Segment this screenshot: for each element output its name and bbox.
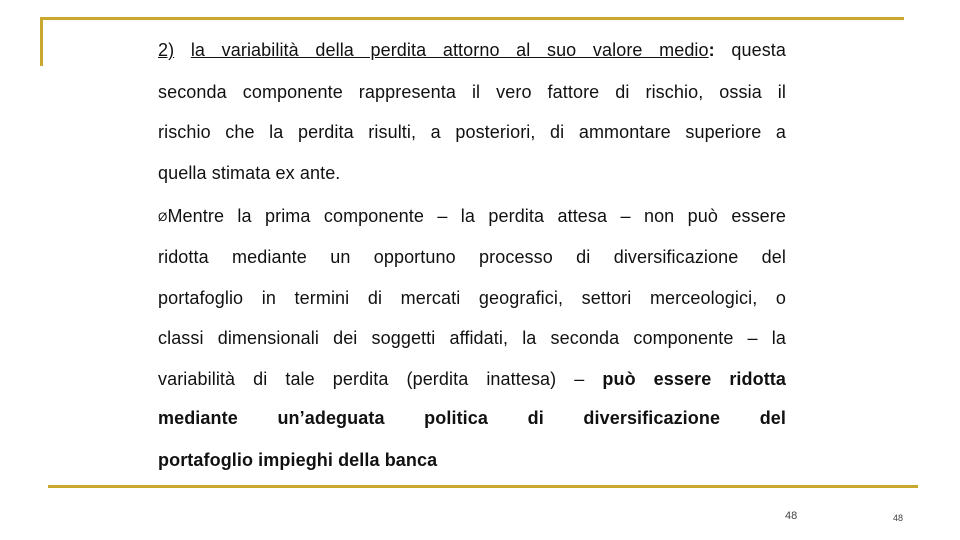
paragraph1-line1 [158,40,786,60]
paragraph2-line5 [158,369,786,389]
paragraph1-line3: rischio che la perdita risulti, a posteriori, di ammontare superiore a [158,122,786,142]
left-rule [40,17,43,66]
item-heading: la variabilità della perdita attorno al suo valore medio [190,40,709,60]
bottom-rule [48,485,918,488]
paragraph2-line1-text: Mentre la prima componente – la perdita attesa – non può essere [167,206,786,226]
paragraph1-line2: seconda componente rappresenta il vero fattore di rischio, ossia il [158,82,786,102]
item-number: 2) [158,40,175,60]
line5-bold: può essere ridotta [602,369,787,389]
paragraph2-line7: portafoglio impieghi della banca [158,450,438,470]
paragraph1-line4: quella stimata ex ante. [158,163,341,183]
line1-rest: questa [714,40,787,60]
paragraph2-line3: portafoglio in termini di mercati geografici, settori merceologici, o [158,288,786,308]
paragraph2-line1 [158,206,786,227]
paragraph2-line6: mediante un’adeguata politica di diversificazione del [158,408,786,428]
top-rule [40,17,904,20]
arrow-bullet-icon: Ø [158,210,168,224]
heading-colon: : [708,40,715,60]
paragraph2-line2: ridotta mediante un opportuno processo di diversificazione del [158,247,786,267]
page-number: 48 [785,510,798,522]
paragraph2-line4: classi dimensionali dei soggetti affidati, la seconda componente – la [158,328,786,348]
line5-normal: variabilità di tale perdita (perdita inattesa) – [158,369,603,389]
slide-number: 48 [893,513,904,523]
